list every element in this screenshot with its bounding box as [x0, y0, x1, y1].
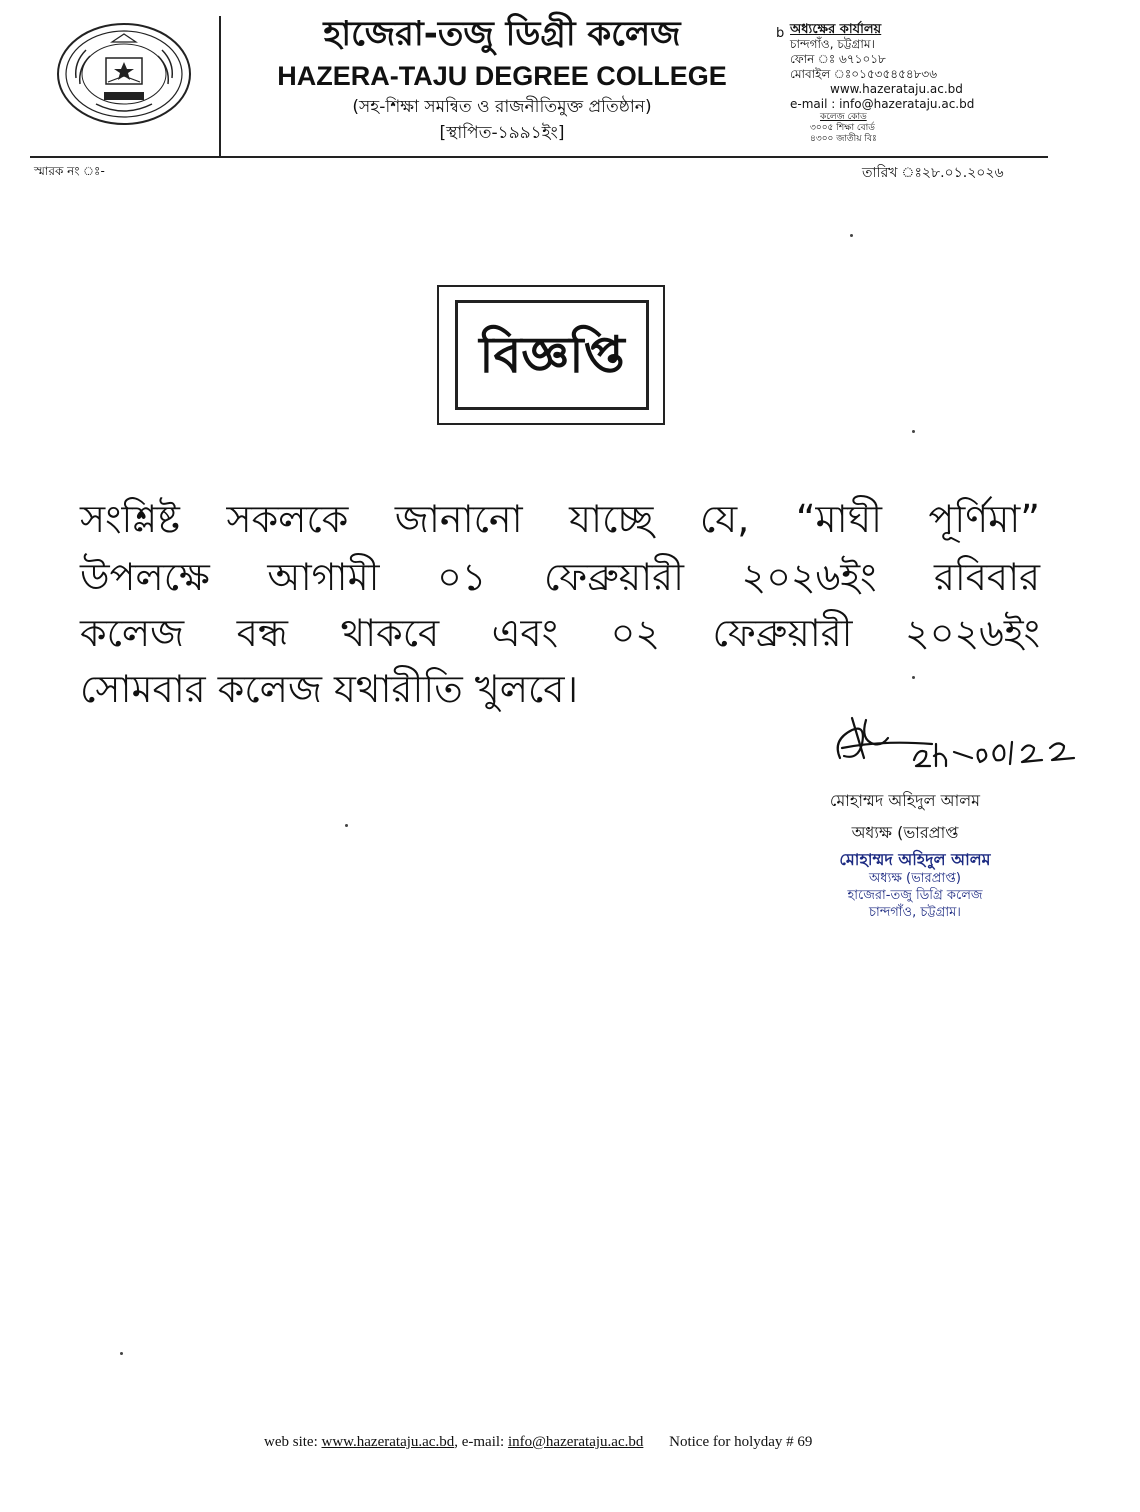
college-code-board: ৩০০৫ শিক্ষা বোর্ড	[810, 123, 875, 133]
bullet-mark: b	[776, 26, 785, 41]
official-seal	[800, 850, 1030, 921]
page-footer	[264, 1434, 812, 1451]
office-website: www.hazerataju.ac.bd	[830, 82, 963, 96]
college-code-nu: ৪৩০০ জাতীয় বিঃ	[810, 134, 877, 144]
scan-speck	[912, 430, 915, 433]
office-phone: ফোন ঃ ৬৭১০১৮	[790, 52, 886, 66]
college-tagline: (সহ-শিক্ষা সমন্বিত ও রাজনীতিমুক্ত প্রতিষ্ঠান)	[352, 97, 652, 117]
scan-speck	[912, 676, 915, 679]
college-code-title: কলেজ কোড	[820, 112, 867, 122]
notice-body-line: সংশ্লিষ্ট সকলকে জানানো যাচ্ছে যে, “মাঘী পূর্ণিমা”	[80, 497, 1040, 541]
signatory-role: অধ্যক্ষ (ভারপ্রাপ্ত	[851, 823, 959, 842]
notice-body-line: কলেজ বন্ধ থাকবে এবং ০২ ফেব্রুয়ারী ২০২৬ইং	[80, 611, 1040, 655]
scan-speck	[850, 234, 853, 237]
seal-college: হাজেরা-তজু ডিগ্রি কলেজ	[847, 888, 983, 903]
office-mobile: মোবাইল ঃ০১৫৩৫৪৫৪৮৩৬	[790, 67, 938, 81]
notice-title: বিজ্ঞপ্তি	[479, 326, 625, 384]
notice-body-line: সোমবার কলেজ যথারীতি খুলবে।	[80, 667, 579, 711]
header-divider	[219, 16, 221, 156]
principal-office-block	[790, 22, 1042, 145]
office-email: e-mail : info@hazerataju.ac.bd	[790, 97, 975, 111]
website-label: web site:	[264, 1434, 318, 1450]
email-label: , e-mail:	[454, 1434, 505, 1450]
office-address: চান্দগাঁও, চট্টগ্রাম।	[790, 37, 875, 51]
signatory-name: মোহাম্মদ অহিদুল আলম	[829, 791, 981, 810]
seal-address: চান্দগাঁও, চট্টগ্রাম।	[869, 905, 961, 920]
memo-number: স্মারক নং ঃ-	[34, 164, 105, 178]
seal-name: মোহাম্মদ অহিদুল আলম	[839, 850, 991, 869]
college-name-en: HAZERA-TAJU DEGREE COLLEGE	[277, 61, 727, 91]
title-frame-inner	[455, 300, 649, 410]
handwritten-signature	[822, 700, 1102, 780]
established-year: [স্থাপিত-১৯৯১ইং]	[439, 123, 565, 143]
college-logo-icon	[56, 22, 192, 126]
notice-reference: Notice for holyday # 69	[669, 1434, 813, 1450]
scan-speck	[345, 824, 348, 827]
notice-body-line: উপলক্ষে আগামী ০১ ফেব্রুয়ারী ২০২৬ইং রবিবার	[80, 555, 1040, 599]
header-rule	[30, 156, 1048, 158]
email-link[interactable]: info@hazerataju.ac.bd	[507, 1434, 644, 1450]
website-link[interactable]: www.hazerataju.ac.bd	[321, 1434, 455, 1450]
notice-date: তারিখ ঃ২৮.০১.২০২৬	[862, 165, 1004, 181]
college-name-bn: হাজেরা-তজু ডিগ্রী কলেজ	[323, 14, 681, 54]
seal-role: অধ্যক্ষ (ভারপ্রাপ্ত)	[869, 871, 961, 886]
scan-speck	[120, 1352, 123, 1355]
office-title: অধ্যক্ষের কার্যালয়	[790, 22, 882, 37]
